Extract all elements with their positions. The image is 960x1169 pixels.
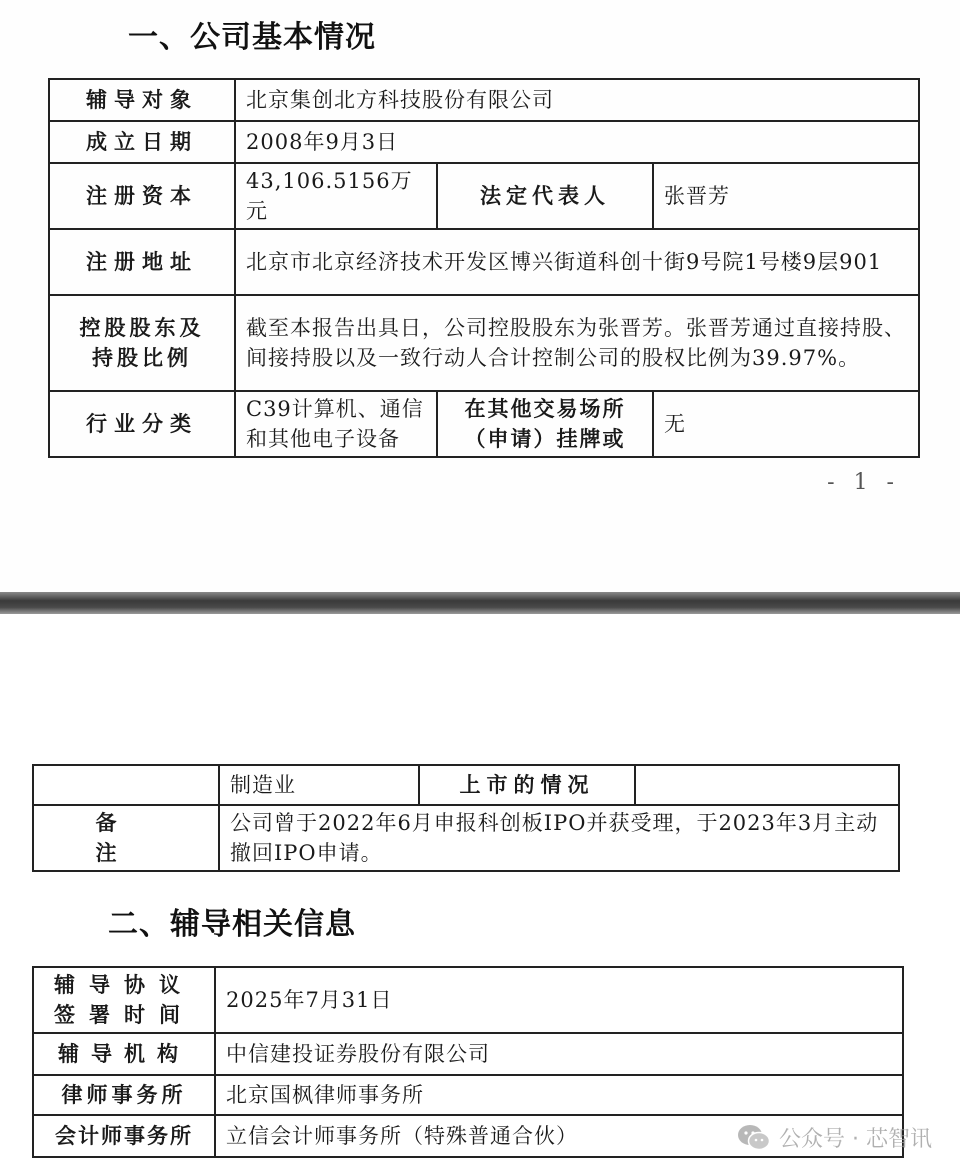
label-other-listing: 在其他交易场所（申请）挂牌或 [437,391,653,457]
label-capital: 注册资本 [49,163,235,229]
cell-empty [635,765,899,805]
value-target: 北京集创北方科技股份有限公司 [235,79,919,121]
table-row [33,967,903,1033]
section-heading-coaching-info: 二、辅导相关信息 [108,907,356,942]
table-row [49,163,919,229]
value-legal-rep: 张晋芳 [653,163,919,229]
value-holder: 截至本报告出具日，公司控股股东为张晋芳。张晋芳通过直接持股、间接持股以及一致行动人合计控制公司的股权比例为39.97%。 [235,295,919,391]
section-heading-basic-info: 一、公司基本情况 [128,20,376,55]
label-holder: 控股股东及持股比例 [49,295,235,391]
watermark [737,1122,932,1153]
value-remark: 公司曾于2022年6月申报科创板IPO并获受理，于2023年3月主动撤回IPO申请。 [219,805,899,871]
table-row [49,391,919,457]
label-listing-cont: 上市的情况 [419,765,635,805]
label-founded: 成立日期 [49,121,235,163]
value-accounting-firm: 立信会计师事务所（特殊普通合伙） [215,1115,903,1157]
cell-empty [33,765,219,805]
basic-info-table [48,78,920,458]
table-row [49,79,919,121]
basic-info-table-continued [32,764,900,872]
value-capital: 43,106.5156万元 [235,163,437,229]
value-address: 北京市北京经济技术开发区博兴街道科创十街9号院1号楼9层901 [235,229,919,295]
table-row [33,1075,903,1115]
value-law-firm: 北京国枫律师事务所 [215,1075,903,1115]
document-page-2 [0,614,960,1169]
page-number: - 1 - [827,470,900,495]
value-founded: 2008年9月3日 [235,121,919,163]
table-row [49,121,919,163]
value-industry: C39计算机、通信和其他电子设备 [235,391,437,457]
label-legal-rep: 法定代表人 [437,163,653,229]
table-row [33,805,899,871]
label-target: 辅导对象 [49,79,235,121]
label-address: 注册地址 [49,229,235,295]
table-row [49,295,919,391]
table-row [49,229,919,295]
table-row [33,1033,903,1075]
value-other-listing: 无 [653,391,919,457]
label-industry: 行业分类 [49,391,235,457]
label-law-firm: 律师事务所 [33,1075,215,1115]
table-row [33,765,899,805]
label-accounting-firm: 会计师事务所 [33,1115,215,1157]
label-agreement: 辅导协议签署时间 [33,967,215,1033]
wechat-icon [737,1124,771,1152]
value-industry-cont: 制造业 [219,765,419,805]
label-remark: 备注 [33,805,219,871]
value-agreement: 2025年7月31日 [215,967,903,1033]
page-separator [0,592,960,614]
value-agency: 中信建投证券股份有限公司 [215,1033,903,1075]
label-agency: 辅导机构 [33,1033,215,1075]
watermark-text: 公众号 · 芯智讯 [779,1127,932,1152]
